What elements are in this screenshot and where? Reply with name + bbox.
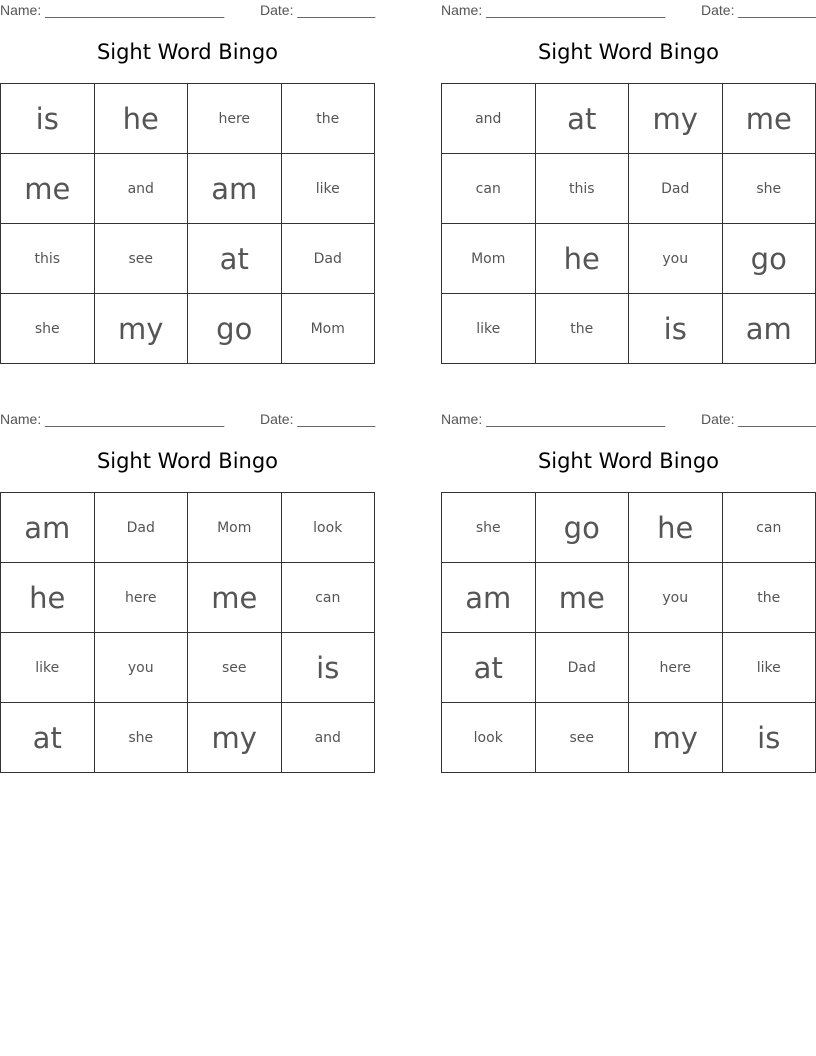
bingo-cell: he	[94, 84, 188, 154]
date-field: Date: __________	[701, 2, 816, 18]
bingo-cell: he	[629, 493, 723, 563]
bingo-cell: see	[188, 633, 282, 703]
bingo-cell: Dad	[94, 493, 188, 563]
bingo-card	[441, 409, 816, 755]
bingo-card	[441, 0, 816, 346]
bingo-cell: me	[188, 563, 282, 633]
bingo-row	[1, 84, 375, 154]
bingo-grid	[0, 492, 375, 773]
bingo-cell: Mom	[442, 224, 536, 294]
bingo-cell: can	[722, 493, 816, 563]
bingo-row	[1, 224, 375, 294]
bingo-cell: she	[442, 493, 536, 563]
date-field: Date: __________	[260, 411, 376, 427]
bingo-cell: the	[281, 84, 375, 154]
card-title: Sight Word Bingo	[537, 449, 720, 473]
bingo-cell: like	[1, 633, 95, 703]
bingo-cell: go	[188, 294, 282, 364]
bingo-cell: look	[442, 703, 536, 773]
bingo-cell: the	[722, 563, 816, 633]
card-header	[441, 0, 816, 22]
card-header	[441, 409, 816, 431]
bingo-grid	[441, 83, 816, 364]
bingo-cell: see	[535, 703, 629, 773]
bingo-row	[442, 224, 816, 294]
bingo-cell: like	[281, 154, 375, 224]
bingo-row	[1, 154, 375, 224]
card-header	[0, 409, 375, 431]
bingo-cell: you	[629, 224, 723, 294]
bingo-cell: at	[1, 703, 95, 773]
bingo-row	[1, 633, 375, 703]
bingo-row	[442, 84, 816, 154]
bingo-cell: is	[629, 294, 723, 364]
bingo-grid	[0, 83, 375, 364]
bingo-cell: is	[281, 633, 375, 703]
bingo-cell: me	[535, 563, 629, 633]
bingo-cell: go	[722, 224, 816, 294]
card-title: Sight Word Bingo	[537, 40, 720, 64]
name-field: Name: _______________________	[0, 411, 225, 427]
bingo-grid	[441, 492, 816, 773]
bingo-cell: here	[629, 633, 723, 703]
bingo-cell: he	[1, 563, 95, 633]
bingo-cell: at	[535, 84, 629, 154]
bingo-row	[442, 493, 816, 563]
bingo-row	[442, 294, 816, 364]
bingo-cell: me	[722, 84, 816, 154]
bingo-row	[442, 563, 816, 633]
bingo-cell: am	[188, 154, 282, 224]
bingo-cell: here	[94, 563, 188, 633]
bingo-cell: the	[535, 294, 629, 364]
bingo-cell: at	[188, 224, 282, 294]
bingo-cell: is	[722, 703, 816, 773]
bingo-cell: Mom	[188, 493, 282, 563]
name-field: Name: _______________________	[0, 2, 225, 18]
bingo-row	[1, 493, 375, 563]
bingo-cell: Dad	[629, 154, 723, 224]
bingo-cell: see	[94, 224, 188, 294]
bingo-cell: my	[629, 84, 723, 154]
bingo-cell: is	[1, 84, 95, 154]
bingo-cell: you	[629, 563, 723, 633]
date-field: Date: __________	[260, 2, 376, 18]
bingo-cell: this	[1, 224, 95, 294]
bingo-cell: am	[1, 493, 95, 563]
card-title: Sight Word Bingo	[96, 40, 279, 64]
bingo-cell: she	[1, 294, 95, 364]
bingo-card	[0, 409, 376, 755]
bingo-cell: and	[94, 154, 188, 224]
bingo-cell: me	[1, 154, 95, 224]
bingo-row	[442, 703, 816, 773]
bingo-cell: Dad	[535, 633, 629, 703]
bingo-card	[0, 0, 376, 346]
card-header	[0, 0, 375, 22]
bingo-cell: Mom	[281, 294, 375, 364]
bingo-cell: this	[535, 154, 629, 224]
bingo-cell: here	[188, 84, 282, 154]
bingo-cell: and	[442, 84, 536, 154]
bingo-cell: like	[442, 294, 536, 364]
bingo-row	[1, 703, 375, 773]
card-title: Sight Word Bingo	[96, 449, 279, 473]
bingo-cell: and	[281, 703, 375, 773]
bingo-cell: can	[442, 154, 536, 224]
bingo-row	[1, 563, 375, 633]
bingo-cell: like	[722, 633, 816, 703]
bingo-cell: at	[442, 633, 536, 703]
bingo-cell: he	[535, 224, 629, 294]
bingo-row	[442, 633, 816, 703]
bingo-cell: am	[442, 563, 536, 633]
bingo-cell: my	[94, 294, 188, 364]
name-field: Name: _______________________	[441, 411, 666, 427]
name-field: Name: _______________________	[441, 2, 666, 18]
bingo-cell: she	[94, 703, 188, 773]
bingo-cell: my	[629, 703, 723, 773]
date-field: Date: __________	[701, 411, 816, 427]
bingo-row	[1, 294, 375, 364]
bingo-cell: look	[281, 493, 375, 563]
bingo-cell: you	[94, 633, 188, 703]
bingo-cell: go	[535, 493, 629, 563]
bingo-cell: my	[188, 703, 282, 773]
bingo-cell: can	[281, 563, 375, 633]
bingo-cell: Dad	[281, 224, 375, 294]
bingo-cell: am	[722, 294, 816, 364]
bingo-row	[442, 154, 816, 224]
bingo-cell: she	[722, 154, 816, 224]
